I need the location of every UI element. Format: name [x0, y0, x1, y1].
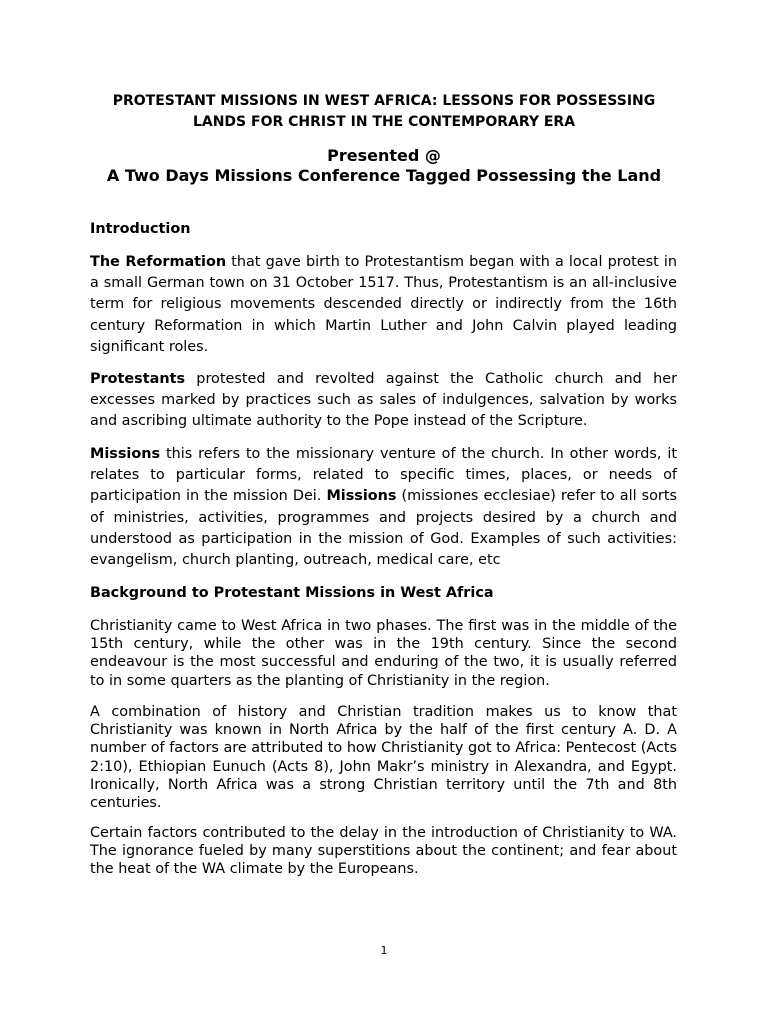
title-line-1: PROTESTANT MISSIONS IN WEST AFRICA: LESSONS FOR POSSESSING: [112, 93, 656, 109]
presented-line: Presented @: [327, 146, 441, 165]
background-paragraph-3: Certain factors contributed to the delay in the introduction of Christianity to WA. The ignorance fueled by many superstitions about the continent; and fear about the heat of the WA climate by the Europeans.: [90, 825, 677, 878]
protestants-text: protested and revolted against the Catholic church and her excesses marked by practices such as sales of indulgences, salvation by works and ascribing ultimate authority to the Pope instead of the Scripture.: [90, 371, 677, 430]
reformation-term: The Reformation: [90, 254, 227, 270]
protestants-paragraph: [90, 369, 677, 433]
protestants-term: Protestants: [90, 371, 186, 387]
missions-paragraph: [90, 444, 677, 571]
missions-term-2: Missions: [326, 488, 397, 505]
title-line-2: LANDS FOR CHRIST IN THE CONTEMPORARY ERA: [192, 114, 576, 130]
reformation-paragraph: [90, 252, 677, 358]
introduction-heading: Introduction: [90, 221, 191, 237]
page-number: 1: [380, 944, 388, 957]
missions-text-a: this refers to the missionary venture of the church. In other words, it relates to particular forms, related to specific times, places, or needs of participation in the mission Dei.: [90, 446, 677, 505]
missions-term: Missions: [90, 446, 161, 462]
reformation-text: that gave birth to Protestantism began with a local protest in a small German town on 31 October 1517. Thus, Protestantism is an all-inclusive term for religious movements descended directly or indirectly from the 16th century Reformation in which Martin Luther and John Calvin played leading significant roles.: [90, 254, 677, 355]
conference-line: A Two Days Missions Conference Tagged Possessing the Land: [106, 166, 662, 185]
background-paragraph-1: Christianity came to West Africa in two phases. The first was in the middle of the 15th century, while the other was in the 19th century. Since the second endeavour is the most successful and enduring of the two, it is usually referred to in some quarters as the planting of Christianity in the region.: [90, 618, 677, 689]
document-subtitle: [80, 146, 688, 186]
background-heading: Background to Protestant Missions in West Africa: [90, 585, 494, 601]
background-paragraph-2: A combination of history and Christian tradition makes us to know that Christianity was known in North Africa by the half of the first century A. D. A number of factors are attributed to how Christianity got to Africa: Pentecost (Acts 2:10), Ethiopian Eunuch (Acts 8), John Makr’s ministry in Alexandra, and Egypt. Ironically, North Africa was a strong Christian territory until the 7th and 8th centuries.: [90, 704, 677, 812]
missions-text-b: (missiones ecclesiae) refer to all sorts of ministries, activities, programmes and projects desired by a church and understood as participation in the mission of God. Examples of such activities: evangelism, church planting, outreach, medical care, etc: [90, 488, 677, 569]
document-title: [80, 91, 688, 133]
